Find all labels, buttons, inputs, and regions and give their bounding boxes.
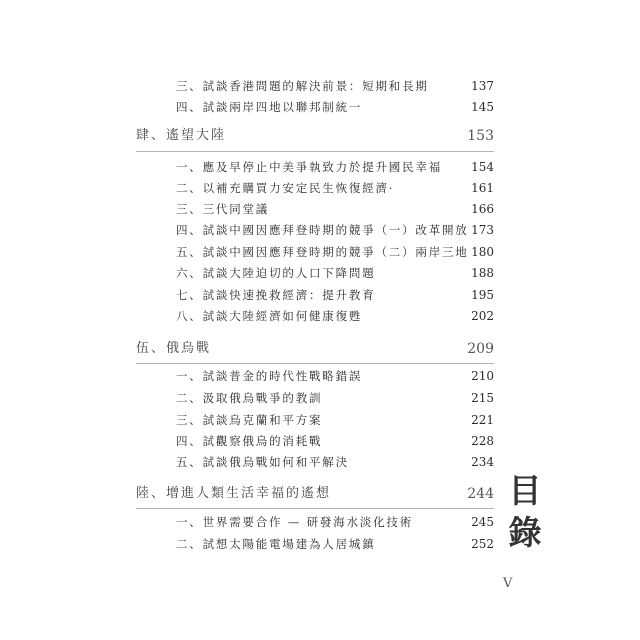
toc-item-label: 一、試談普金的時代性戰略錯誤 [176,369,363,383]
toc-item[interactable] [176,178,494,198]
toc-item-label: 三、試談香港問題的解決前景：短期和長期 [176,79,429,93]
toc-item-page: 221 [471,413,494,427]
toc-item-page: 234 [471,455,494,469]
toc-item-label: 五、試談俄烏戰如何和平解決 [176,455,349,469]
toc-item-page: 173 [471,223,494,237]
toc-vertical-title [505,470,545,554]
toc-section-heading[interactable] [136,484,494,504]
toc-item-page: 252 [471,537,494,551]
toc-item-page: 180 [471,245,494,259]
toc-title-char: 目 [508,471,542,510]
toc-item[interactable] [176,97,494,117]
toc-item-label: 三、三代同堂議 [176,202,270,216]
toc-item-label: 五、試談中國因應拜登時期的競爭（二）兩岸三地 [176,245,469,259]
toc-item[interactable] [176,366,494,386]
toc-item-page: 195 [471,288,494,302]
section-divider [136,508,494,509]
toc-item[interactable] [176,534,494,554]
toc-item-page: 202 [471,309,494,323]
toc-item-label: 二、試想太陽能電場建為人居城鎮 [176,537,376,551]
toc-section-page: 209 [467,341,494,357]
toc-section-page: 244 [467,486,494,502]
toc-item[interactable] [176,242,494,262]
toc-item-label: 一、應及早停止中美爭執致力於提升國民幸福 [176,160,442,174]
toc-item[interactable] [176,199,494,219]
toc-item-label: 三、試談烏克蘭和平方案 [176,413,323,427]
toc-item-label: 七、試談快速挽救經濟：提升教育 [176,288,376,302]
toc-section-title: 肆、遙望大陸 [136,128,227,143]
toc-item[interactable] [176,452,494,472]
toc-section-heading[interactable] [136,126,494,146]
toc-item-label: 八、試談大陸經濟如何健康復甦 [176,309,363,323]
toc-item-label: 四、試談中國因應拜登時期的競爭（一）改革開放 [176,223,469,237]
toc-item-page: 166 [471,202,494,216]
toc-item-page: 161 [471,181,494,195]
toc-section-heading[interactable] [136,339,494,359]
toc-item[interactable] [176,410,494,430]
toc-item-page: 154 [471,160,494,174]
toc-item-label: 一、世界需要合作 — 研發海水淡化技術 [176,515,414,529]
section-divider [136,363,494,364]
toc-item-label: 二、汲取俄烏戰爭的教訓 [176,391,323,405]
toc-title-char: 錄 [508,513,542,552]
toc-item[interactable] [176,512,494,532]
toc-item-page: 188 [471,266,494,280]
toc-item-label: 四、試談兩岸四地以聯邦制統一 [176,100,363,114]
toc-item-page: 228 [471,434,494,448]
toc-item-page: 137 [471,79,494,93]
toc-item[interactable] [176,285,494,305]
toc-item[interactable] [176,220,494,240]
toc-item-page: 245 [471,515,494,529]
toc-item[interactable] [176,76,494,96]
toc-item[interactable] [176,388,494,408]
page-number: V [503,576,513,591]
toc-item-page: 215 [471,391,494,405]
section-divider [136,151,494,152]
toc-section-title: 伍、俄烏戰 [136,341,212,356]
toc-item[interactable] [176,306,494,326]
toc-item[interactable] [176,431,494,451]
toc-item-page: 145 [471,100,494,114]
toc-section-title: 陸、增進人類生活幸福的遙想 [136,486,332,501]
toc-item-page: 210 [471,369,494,383]
toc-item-label: 四、試觀察俄烏的消耗戰 [176,434,323,448]
toc-item-label: 二、以補充購買力安定民生恢復經濟· [176,181,395,195]
toc-section-page: 153 [467,128,494,144]
toc-item[interactable] [176,263,494,283]
toc-item-label: 六、試談大陸迫切的人口下降問題 [176,266,376,280]
toc-item[interactable] [176,157,494,177]
